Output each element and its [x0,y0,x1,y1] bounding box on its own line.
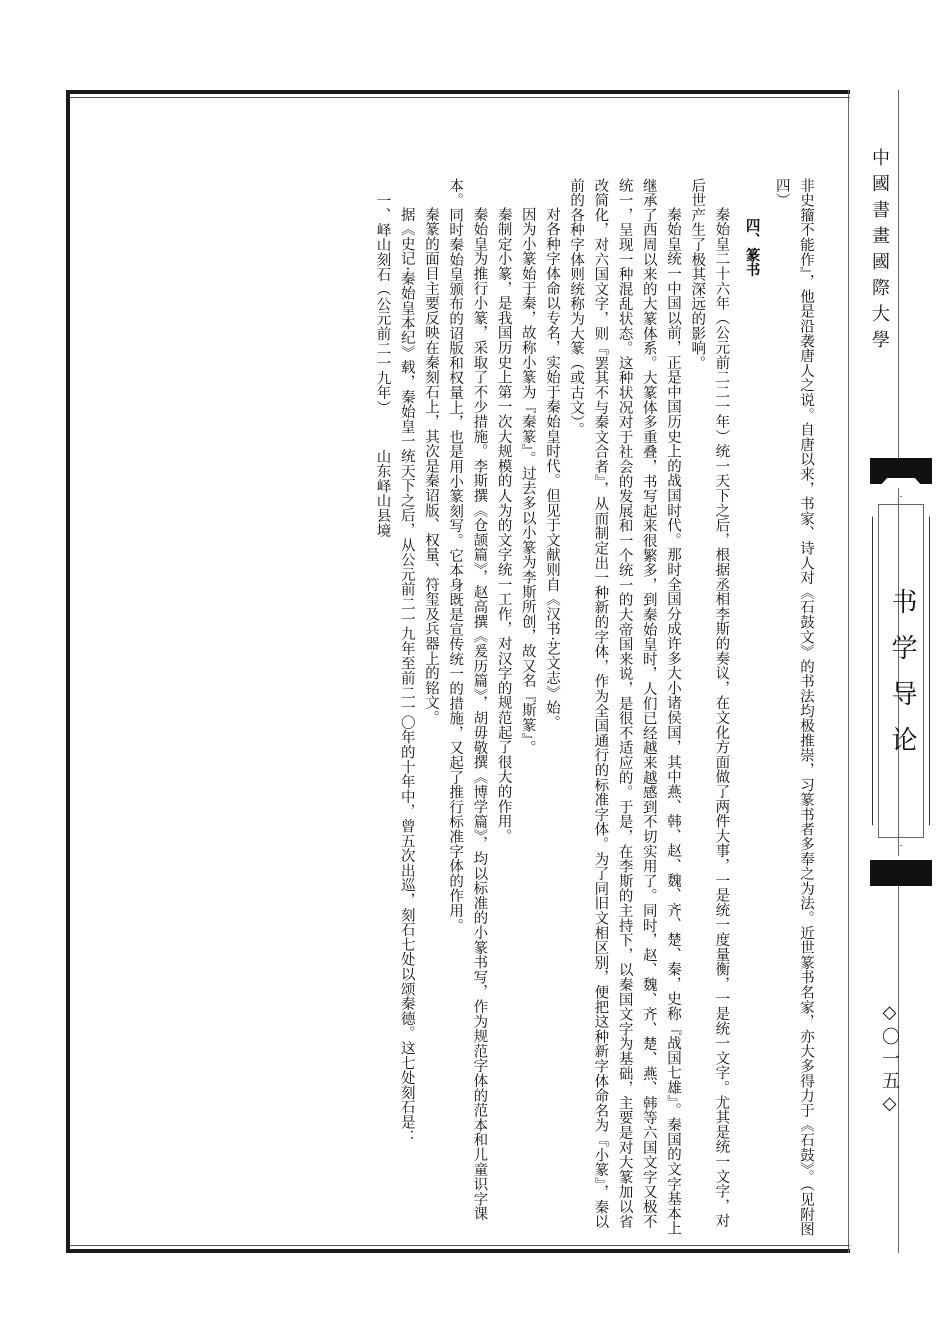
ornament-bar-bottom [870,860,932,886]
series-title: 中國書畫國際大學 [869,148,890,356]
paragraph: 秦制定小篆，是我国历史上第一次大规模的人为的文字统一工作，对汉字的规范起了很大的作用。 [495,207,512,844]
stele-location: 山东峄山县境 [374,449,391,538]
paragraph: 秦始皇二十六年（公元前二二一年）统一天下之后，根据丞相李斯的奏议，在文化方面做了两件大事，一是统一度量衡，一是统一文字。尤其是统一文字，对后世产生了极其深远的影响。 [689,178,730,1229]
paragraph: 对各种字体命以专名，实始于秦始皇时代。但见于文献则自《汉书·艺文志》始。 [543,207,560,730]
paragraph: 秦始皇为推行小篆，采取了不少措施。李斯撰《仓颉篇》，赵高撰《爰历篇》，胡毋敬撰《博学篇》，均以标准的小篆书写，作为规范字体的范本和儿童识字课本。同时秦始皇颁布的诏版和权量上，也是用小篆刻写。它本身既是宣传统一的措施，又起了推行标准字体的作用。 [447,178,488,1222]
frame-border-bottom [66,1249,850,1253]
frame-inner-rule-bottom [70,1245,850,1246]
frame-border-top [66,90,850,94]
page-number: ◇〇一五◇ [879,1002,900,1118]
frame-border-left [66,90,70,1253]
paragraph: 秦始皇统一中国以前，正是中国历史上的战国时代。那时全国分成许多大小诸侯国，其中燕、韩、赵、魏、齐、楚、秦，史称『战国七雄』。秦国的文字基本上继承了西周以来的大篆体系。大篆体多重叠，书写起来很繁多，到秦始皇时，人们已经越来越感到不切实用了。同时，赵、魏、齐、楚、燕、韩等六国文字又极不统一，呈现一种混乱状态。这种状况对于社会的发展和一个统一的大帝国来说，是很不适应的。于是，在李斯的主持下，以秦国文字为基础，主要是对大篆加以省改简化，对六国文字，则『罢其不与秦文合者』，从而制定出一种新的字体，作为全国通行的标准字体。为了同旧文相区别，便把这种新字体命名为『小篆』，秦以前的各种字体则统称为大篆（或古文）。 [568,178,681,1236]
side-band-rule-left [848,90,849,1253]
paragraph: 非史籀不能作』，他是沿袭唐人之说。自唐以来，书家、诗人对《石鼓文》的书法均极推崇，习篆书者多奉之为法。近世篆书名家，亦大多得力于《石鼓》。（见附图四） [773,178,814,1237]
frame-inner-rule-top [70,97,850,98]
section-title: 书学导论 [887,588,917,772]
list-item [128,178,395,1238]
main-text-body [128,178,818,1238]
section-heading: 四、篆书 [743,218,761,278]
paragraph: 秦篆的面目主要反映在秦刻石上，其次是秦诏版、权量、符玺及兵器上的铭文。 [422,207,439,725]
stele-name: 一、峄山刻石（公元前二一九年） [374,192,391,415]
paragraph: 因为小篆始于秦，故称小篆为『秦篆』。过去多以小篆为李斯所创，故又名『斯篆』。 [519,207,536,755]
paragraph: 据《史记·秦始皇本纪》载，秦始皇一统天下之后，从公元前二一九年至前二一〇年的十年中，曾五次出巡，刻石七处以颂秦德。这七处刻石是： [398,207,415,1145]
